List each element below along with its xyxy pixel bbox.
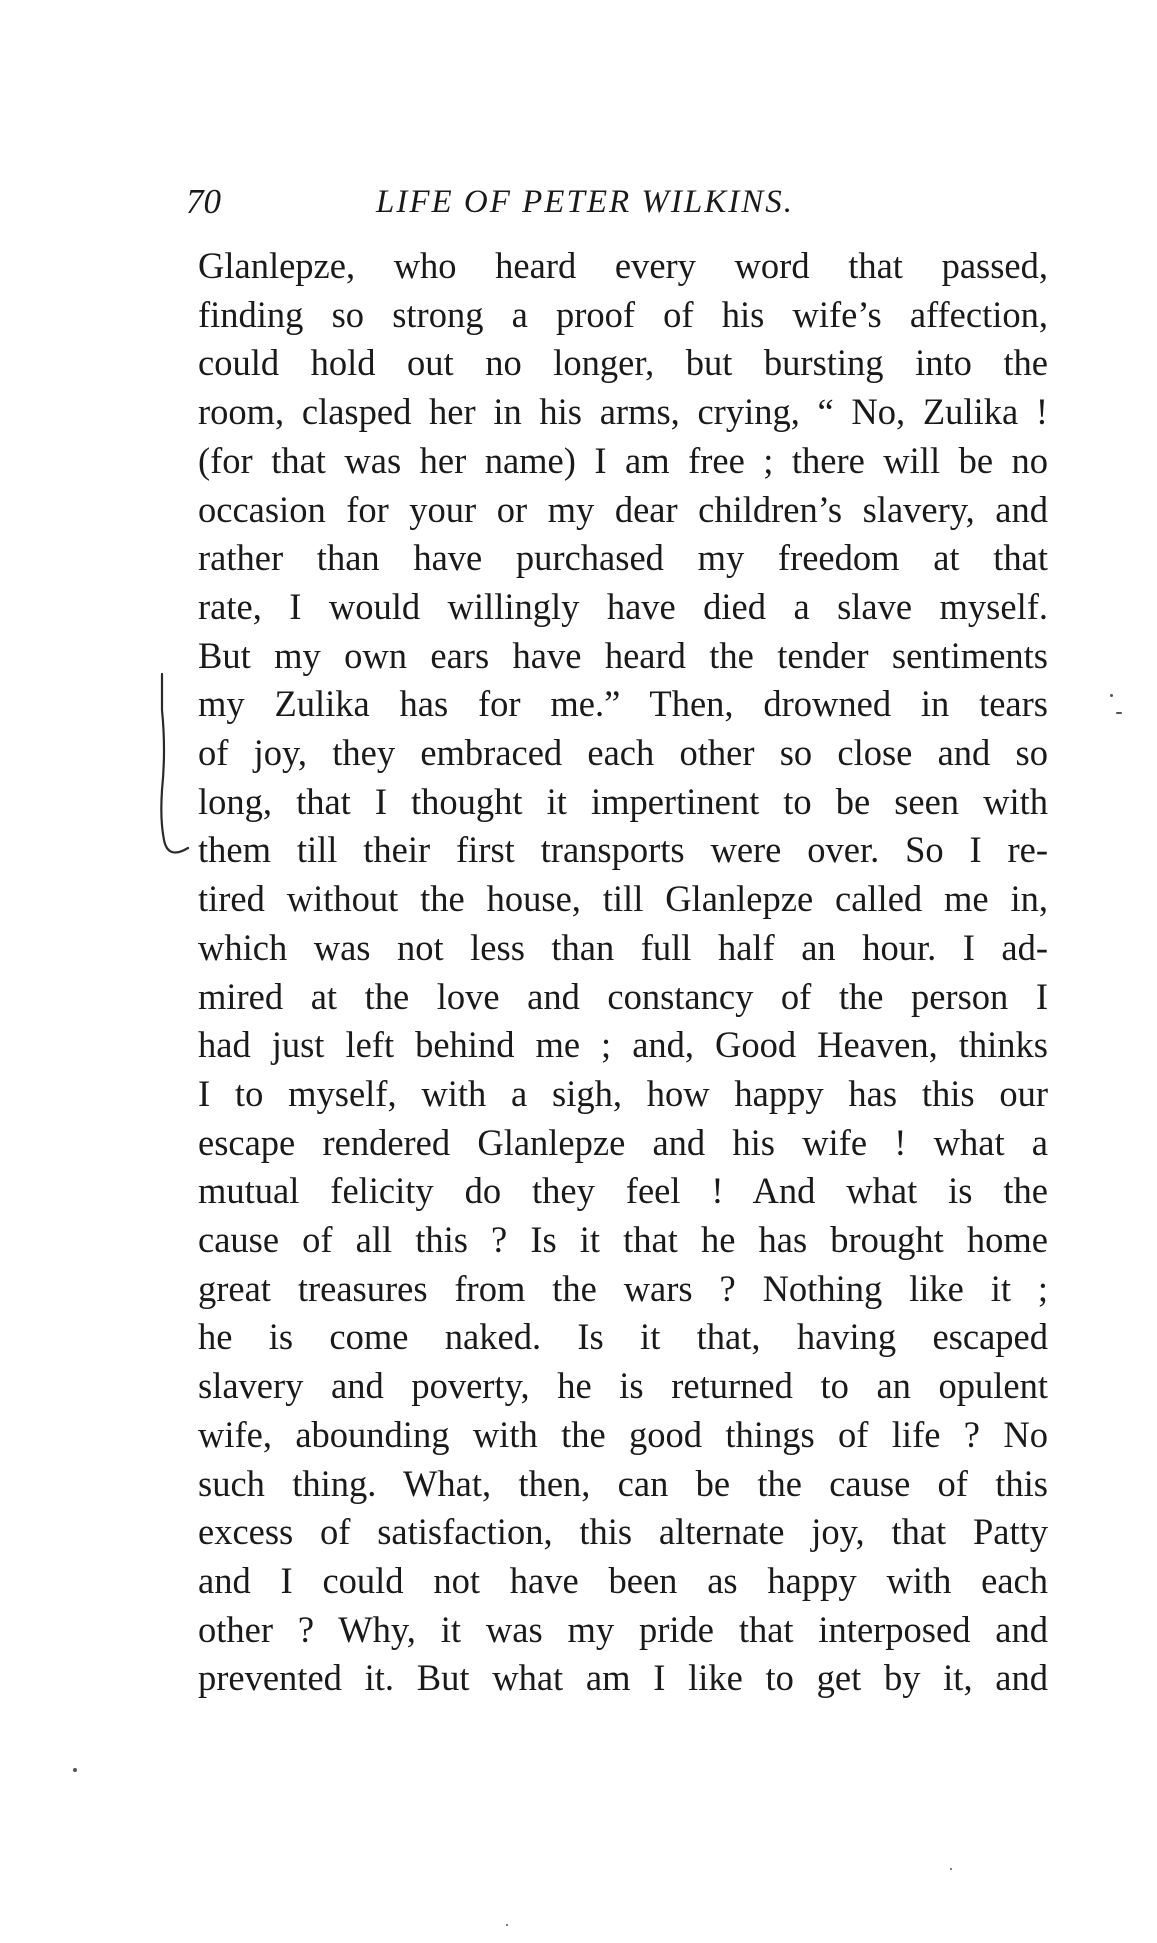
text-line: mired at the love and constancy of the person I [198,975,1048,1017]
text-line: long, that I thought it impertinent to be seen with [198,780,1048,822]
text-line: Glanlepze, who heard every word that passed, [198,245,1048,286]
paper-speck [1110,694,1113,697]
text-line: But my own ears have heard the tender sentiments [198,634,1048,676]
text-line: great treasures from the wars ? Nothing like it ; [198,1267,1048,1309]
paper-speck [73,1768,77,1772]
paper-speck [506,1924,508,1926]
text-line: cause of all this ? Is it that he has brought home [198,1219,1048,1261]
text-line: slavery and poverty, he is returned to an opulent [198,1365,1048,1407]
text-line: room, clasped her in his arms, crying, “ No, Zulika ! [198,391,1048,433]
text-line: which was not less than full half an hour. I ad- [198,926,1048,968]
text-line: my Zulika has for me.” Then, drowned in tears [198,683,1048,725]
text-line: them till their first transports were over. So I re- [198,829,1048,871]
running-title: LIFE OF PETER WILKINS. [376,184,794,220]
paper-speck [950,1868,952,1870]
text-line: escape rendered Glanlepze and his wife ! what a [198,1121,1048,1163]
text-line: mutual felicity do they feel ! And what is the [198,1170,1048,1212]
text-line: I to myself, with a sigh, how happy has this our [198,1072,1048,1114]
text-line: and I could not have been as happy with each [198,1559,1048,1601]
text-line: excess of satisfaction, this alternate joy, that Patty [198,1511,1048,1553]
text-line: could hold out no longer, but bursting into the [198,342,1048,384]
text-line: prevented it. But what am I like to get by it, and [198,1657,1048,1699]
paper-speck [1116,712,1122,714]
text-line: rather than have purchased my freedom at that [198,537,1048,579]
text-line: wife, abounding with the good things of life ? No [198,1413,1048,1455]
body-text [198,242,1048,1703]
text-line: finding so strong a proof of his wife’s affection, [198,293,1048,335]
text-line: of joy, they embraced each other so close and so [198,732,1048,774]
page-number: 70 [186,182,221,221]
text-line: rate, I would willingly have died a slave myself. [198,585,1048,627]
text-line: he is come naked. Is it that, having escaped [198,1316,1048,1358]
text-line: had just left behind me ; and, Good Heaven, thinks [198,1024,1048,1066]
running-head [186,178,1036,226]
text-line: tired without the house, till Glanlepze called me in, [198,878,1048,920]
text-line: such thing. What, then, can be the cause of this [198,1462,1048,1504]
text-line: occasion for your or my dear children’s slavery, and [198,488,1048,530]
text-line: (for that was her name) I am free ; there will be no [198,439,1048,481]
text-line: other ? Why, it was my pride that interposed and [198,1608,1048,1650]
